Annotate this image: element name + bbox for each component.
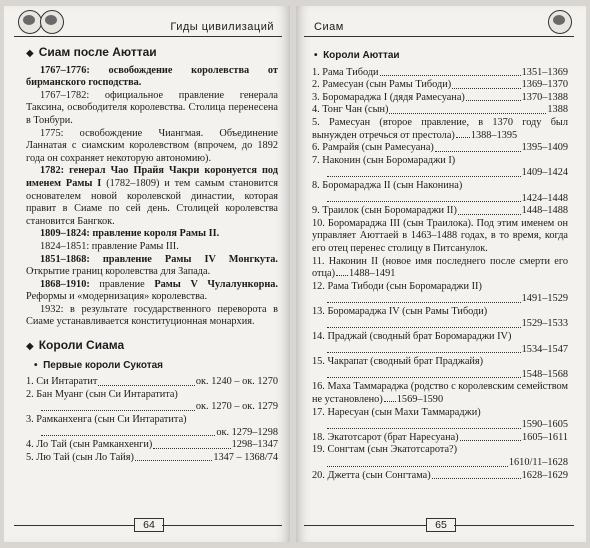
king-entry: 4. Тонг Чан (сын) 1388 [312,104,568,116]
king-entry: 17. Наресуан (сын Махи Таммараджи) [312,406,481,418]
para-1809-1824: 1809–1824: правление короля Рамы II. [40,228,220,240]
para-1868-1910: 1868–1910: правление Рамы V Чулалункорна. Реформы и «модернизация» королевства. [26,278,278,303]
king-entry: 2. Рамесуан (сын Рамы Тибоди) 1369–1370 [312,79,568,91]
king-entry: 8. Боромараджа II (сын Наконина) [312,179,463,191]
king-entry: 13. Боромараджа IV (сын Рамы Тибоди) [312,305,488,317]
king-entry-years: 1590–1605 [312,419,568,432]
king-entry: 16. Маха Таммараджа (родство с королевским семейством не установлено) 1569–1590 [312,381,568,406]
diamond-bullet-icon: ◆ [26,48,34,59]
para-1782: 1782: генерал Чао Прайя Чакри коронуется под именем Рамы I (1782–1809) и тем самым становится основателем новой королевской династии, которая правит в Сиаме по сей день. Столицей королевства становится Бангкок. [26,165,278,227]
king-entry: 5. Лю Тай (сын Ло Тайя) 1347 – 1368/74 [26,451,278,463]
diamond-bullet-icon: ◆ [26,341,34,353]
king-entry: 12. Рама Тибоди (сын Боромараджи II) [312,280,482,292]
king-entry-years: 1409–1424 [312,167,568,180]
sub-title-ayutthaya: • Короли Аюттаи [314,50,400,61]
left-page [4,6,290,542]
king-entry-years: 1529–1533 [312,318,568,331]
page-number: 65 [426,518,456,532]
sub-title-sukhothai: • Первые короли Сукотая [34,359,163,371]
king-entry: 2. Бан Муанг (сын Си Интаратита) [26,388,178,400]
footer-rule [162,525,282,526]
king-entry: 10. Боромараджа III (сын Траилока). Под этим именем он управляет Аюттаей в 1463–1488 годах, в то время, когда его отец перенес столицу в Питсанулок. [312,217,568,254]
king-entry: 15. Чакрапат (сводный брат Праджайя) [312,356,484,368]
king-entry: 4. Ло Тай (сын Рамканхенги) 1298–1347 [26,439,278,451]
king-entry: 1. Рама Тибоди 1351–1369 [312,66,568,78]
para-1767-1782: 1767–1782: официальное правление генерала Таксина, освободителя королевства. Столица перенесена в Тонбури. [26,89,278,126]
para-1851-1868: 1851–1868: правление Рамы IV Монгкута. Открытие границ королевства для Запада. [26,253,278,278]
king-entry: 3. Боромараджа I (дядя Рамесуана) 1370–1388 [312,91,568,103]
king-entry: 9. Траилок (сын Боромараджи II) 1448–1488 [312,205,568,217]
para-1932: 1932: в результате государственного переворота в Сиаме устанавливается конституционная монархия. [26,303,278,328]
footer-rule [454,525,574,526]
king-entry: 14. Праджай (сводный брат Боромараджи IV) [312,331,512,343]
king-entry: 6. Рамрайя (сын Рамесуана) 1395–1409 [312,142,568,154]
section-title-siam-after-ayutthaya: ◆ Сиам после Аюттаи [26,45,157,59]
king-entry-years: ок. 1279–1298 [26,427,278,440]
running-header: Гиды цивилизаций [14,14,282,37]
right-page [296,6,586,542]
para-1775: 1775: освобождение Чиангмая. Объединение Ланнатая с сиамским королевством (впрочем, до 1892 года он сохраняет некоторую автономию). [26,127,278,164]
footer-rule [304,525,426,526]
king-entry: 3. Рамканхенга (сын Си Интаратита) [26,414,187,426]
king-entry-years: 1548–1568 [312,369,568,382]
para-1767-1776: 1767–1776: освобождение королевства от бирманского господства. [26,64,278,89]
footer-rule [14,525,134,526]
para-1824-1851: 1824–1851: правление Рамы III. [40,240,179,252]
king-entry-years: ок. 1270 – ок. 1279 [26,401,278,414]
king-entry: 1. Си Интаратит ок. 1240 – ок. 1270 [26,376,278,388]
king-entry-years: 1534–1547 [312,344,568,357]
right-content [312,44,568,512]
king-entry-years: 1424–1448 [312,193,568,206]
running-header: Сиам [304,14,574,37]
king-entry-years: 1491–1529 [312,293,568,306]
round-bullet-icon: • [314,50,318,61]
page-number: 64 [134,518,164,532]
globe-icon [548,10,572,34]
king-entry: 5. Рамесуан (второе правление, в 1370 году был вынужден отречься от престола) 1388–1395 [312,116,568,141]
king-entry: 7. Наконин (сын Боромараджи I) [312,154,456,166]
round-bullet-icon: • [34,359,38,371]
king-entry: 18. Экатотсарот (брат Наресуана) 1605–1611 [312,431,568,443]
left-content [26,44,278,512]
king-entry-years: 1610/11–1628 [312,457,568,470]
king-entry: 20. Джетта (сын Сонгтама) 1628–1629 [312,469,568,481]
king-entry: 11. Наконин II (новое имя последнего после смерти его отца) 1488–1491 [312,255,568,280]
king-entry: 19. Сонгтам (сын Экатотсарота?) [312,444,458,456]
section-title-kings-of-siam: ◆ Короли Сиама [26,338,125,353]
